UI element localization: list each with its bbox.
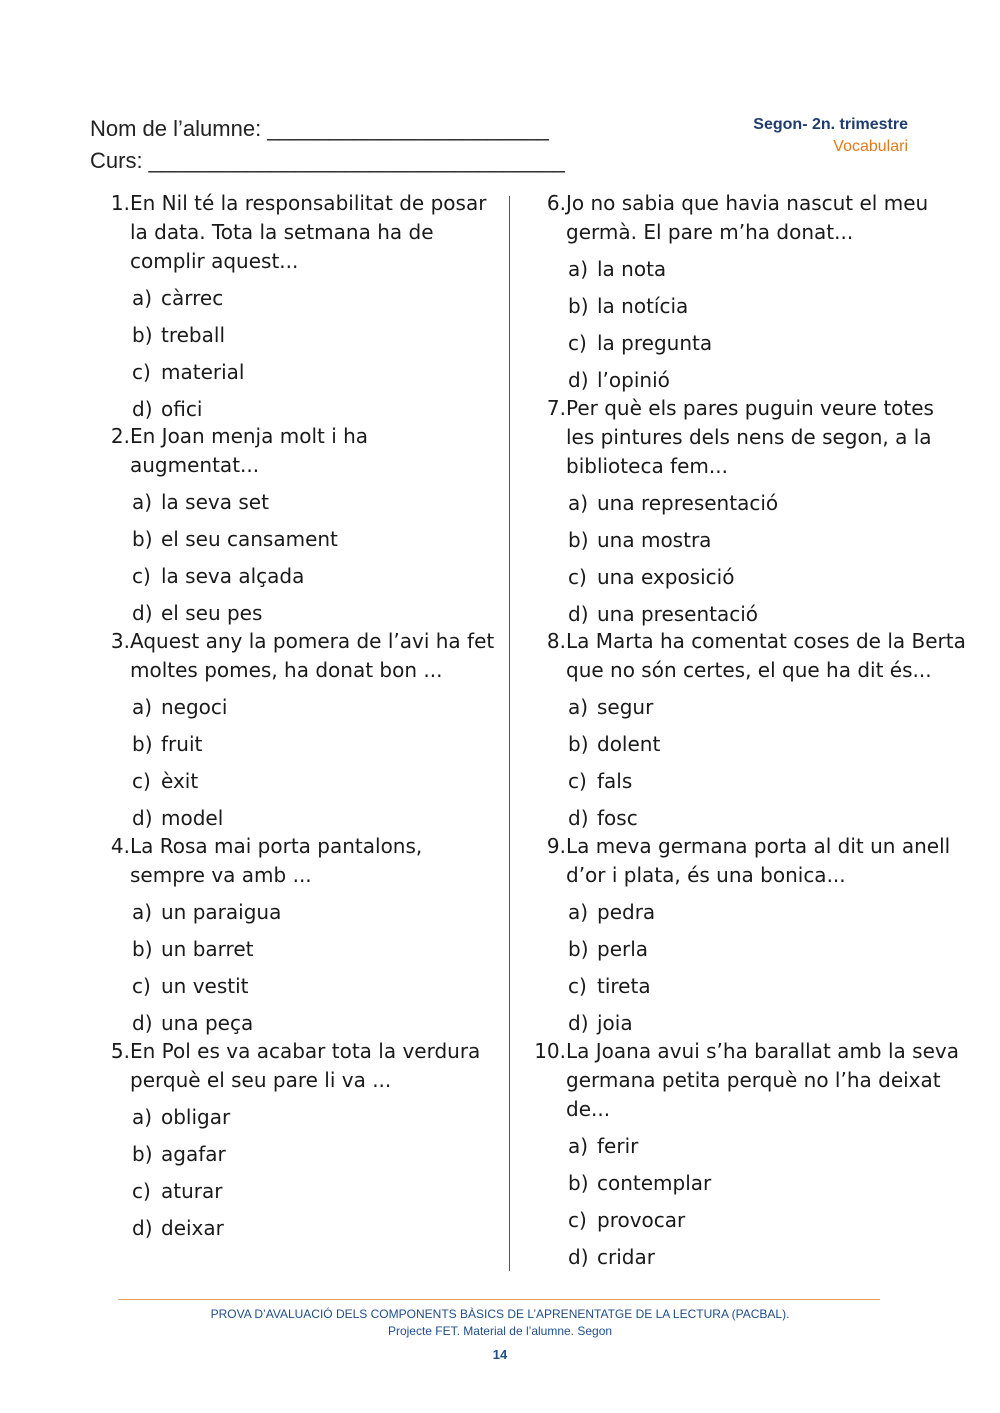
option-c[interactable]: c) la pregunta: [568, 325, 966, 362]
page-number: 14: [492, 1347, 508, 1362]
option-text: model: [161, 806, 224, 830]
option-text: la seva alçada: [161, 564, 305, 588]
option-text: contemplar: [597, 1171, 712, 1195]
option-text: ferir: [597, 1134, 639, 1158]
option-text: deixar: [161, 1216, 224, 1240]
worksheet-tag: [753, 114, 908, 158]
question-3: [100, 627, 500, 832]
option-text: pedra: [597, 900, 656, 924]
option-d[interactable]: d) una peça: [132, 1005, 500, 1042]
option-text: joia: [597, 1011, 633, 1035]
option-text: una presentació: [597, 602, 759, 626]
question-8: [526, 627, 966, 832]
option-text: un barret: [161, 937, 254, 961]
option-text: un paraigua: [161, 900, 282, 924]
option-d[interactable]: d) ofici: [132, 391, 500, 428]
question-number: 6.: [546, 191, 566, 215]
option-text: un vestit: [161, 974, 249, 998]
option-b[interactable]: b) el seu cansament: [132, 521, 500, 558]
option-d[interactable]: d) una presentació: [568, 596, 966, 633]
option-text: fosc: [597, 806, 638, 830]
option-text: l’opinió: [597, 368, 670, 392]
course-field[interactable]: Curs: __________________________________: [90, 148, 565, 173]
question-number: 2.: [110, 424, 130, 448]
footer-subtitle: Projecte FET. Material de l’alumne. Segon: [387, 1324, 613, 1338]
option-text: perla: [597, 937, 649, 961]
option-text: una peça: [161, 1011, 254, 1035]
question-stem: En Pol es va acabar tota la verdura perquè el seu pare li va ...: [130, 1039, 481, 1092]
footer-divider: [118, 1299, 880, 1300]
student-name-field[interactable]: Nom de l’alumne: _______________________: [90, 116, 549, 141]
option-b[interactable]: b) la notícia: [568, 288, 966, 325]
question-6: [526, 189, 966, 394]
question-stem: Jo no sabia que havia nascut el meu germà. El pare m’ha donat...: [566, 191, 929, 244]
question-number: 9.: [546, 834, 566, 858]
option-b[interactable]: b) dolent: [568, 726, 966, 763]
option-text: ofici: [161, 397, 203, 421]
question-2: [100, 422, 500, 627]
option-a[interactable]: a) un paraigua: [132, 894, 500, 931]
option-text: material: [161, 360, 245, 384]
question-7: [526, 394, 966, 627]
option-text: una exposició: [597, 565, 735, 589]
questions-right-column: [526, 189, 966, 1276]
option-text: càrrec: [161, 286, 224, 310]
question-stem: La meva germana porta al dit un anell d’or i plata, és una bonica...: [566, 834, 951, 887]
grade-label: Segon- 2n. trimestre: [753, 116, 908, 133]
question-number: 10.: [534, 1039, 566, 1063]
question-stem: Per què els pares puguin veure totes les pintures dels nens de segon, a la biblioteca fem...: [566, 396, 934, 478]
option-text: obligar: [161, 1105, 231, 1129]
question-stem: La Joana avui s’ha barallat amb la seva germana petita perquè no l’ha deixat de...: [566, 1039, 959, 1121]
option-text: cridar: [597, 1245, 655, 1269]
option-d[interactable]: d) el seu pes: [132, 595, 500, 632]
column-divider: [509, 196, 510, 1271]
option-b[interactable]: b) un barret: [132, 931, 500, 968]
option-text: la pregunta: [597, 331, 713, 355]
option-d[interactable]: d) cridar: [568, 1239, 966, 1276]
option-text: provocar: [597, 1208, 686, 1232]
option-text: èxit: [161, 769, 199, 793]
option-text: aturar: [161, 1179, 223, 1203]
option-d[interactable]: d) l’opinió: [568, 362, 966, 399]
option-text: segur: [597, 695, 654, 719]
option-text: una representació: [597, 491, 779, 515]
questions-left-column: [100, 189, 500, 1247]
option-b[interactable]: b) agafar: [132, 1136, 500, 1173]
option-c[interactable]: c) un vestit: [132, 968, 500, 1005]
footer-title: PROVA D’AVALUACIÓ DELS COMPONENTS BÀSICS DE L’APRENENTATGE DE LA LECTURA (PACBAL).: [210, 1307, 790, 1321]
option-a[interactable]: a) negoci: [132, 689, 500, 726]
option-a[interactable]: a) obligar: [132, 1099, 500, 1136]
question-stem: En Nil té la responsabilitat de posar la data. Tota la setmana ha de complir aquest...: [130, 191, 487, 273]
question-4: [100, 832, 500, 1037]
option-text: una mostra: [597, 528, 712, 552]
option-a[interactable]: a) ferir: [568, 1128, 966, 1165]
question-stem: La Rosa mai porta pantalons, sempre va amb ...: [130, 834, 423, 887]
option-text: dolent: [597, 732, 661, 756]
option-c[interactable]: c) una exposició: [568, 559, 966, 596]
option-b[interactable]: b) treball: [132, 317, 500, 354]
question-number: 5.: [110, 1039, 130, 1063]
option-b[interactable]: b) contemplar: [568, 1165, 966, 1202]
option-c[interactable]: c) la seva alçada: [132, 558, 500, 595]
option-c[interactable]: c) fals: [568, 763, 966, 800]
question-number: 3.: [110, 629, 130, 653]
option-text: la nota: [597, 257, 667, 281]
option-text: fals: [597, 769, 633, 793]
subject-label: Vocabulari: [833, 138, 908, 155]
option-text: treball: [161, 323, 225, 347]
option-d[interactable]: d) joia: [568, 1005, 966, 1042]
question-stem: La Marta ha comentat coses de la Berta que no són certes, el que ha dit és...: [566, 629, 966, 682]
option-b[interactable]: b) fruit: [132, 726, 500, 763]
option-b[interactable]: b) una mostra: [568, 522, 966, 559]
option-c[interactable]: c) tireta: [568, 968, 966, 1005]
option-a[interactable]: a) la seva set: [132, 484, 500, 521]
option-c[interactable]: c) aturar: [132, 1173, 500, 1210]
option-a[interactable]: a) segur: [568, 689, 966, 726]
option-text: la notícia: [597, 294, 689, 318]
option-text: tireta: [597, 974, 651, 998]
option-text: agafar: [161, 1142, 226, 1166]
option-d[interactable]: d) deixar: [132, 1210, 500, 1247]
option-b[interactable]: b) perla: [568, 931, 966, 968]
question-number: 1.: [110, 191, 130, 215]
question-10: [526, 1037, 966, 1276]
option-a[interactable]: a) pedra: [568, 894, 966, 931]
option-d[interactable]: d) fosc: [568, 800, 966, 837]
option-c[interactable]: c) material: [132, 354, 500, 391]
question-stem: Aquest any la pomera de l’avi ha fet moltes pomes, ha donat bon ...: [130, 629, 495, 682]
question-5: [100, 1037, 500, 1247]
option-text: el seu pes: [161, 601, 263, 625]
option-text: la seva set: [161, 490, 269, 514]
option-c[interactable]: c) èxit: [132, 763, 500, 800]
question-number: 4.: [110, 834, 130, 858]
option-d[interactable]: d) model: [132, 800, 500, 837]
student-info: [90, 113, 565, 177]
question-9: [526, 832, 966, 1037]
question-number: 8.: [546, 629, 566, 653]
question-stem: En Joan menja molt i ha augmentat...: [130, 424, 369, 477]
option-text: el seu cansament: [161, 527, 338, 551]
option-a[interactable]: a) la nota: [568, 251, 966, 288]
option-a[interactable]: a) càrrec: [132, 280, 500, 317]
question-1: [100, 189, 500, 422]
question-number: 7.: [546, 396, 566, 420]
option-text: negoci: [161, 695, 228, 719]
option-text: fruit: [161, 732, 203, 756]
option-a[interactable]: a) una representació: [568, 485, 966, 522]
option-c[interactable]: c) provocar: [568, 1202, 966, 1239]
